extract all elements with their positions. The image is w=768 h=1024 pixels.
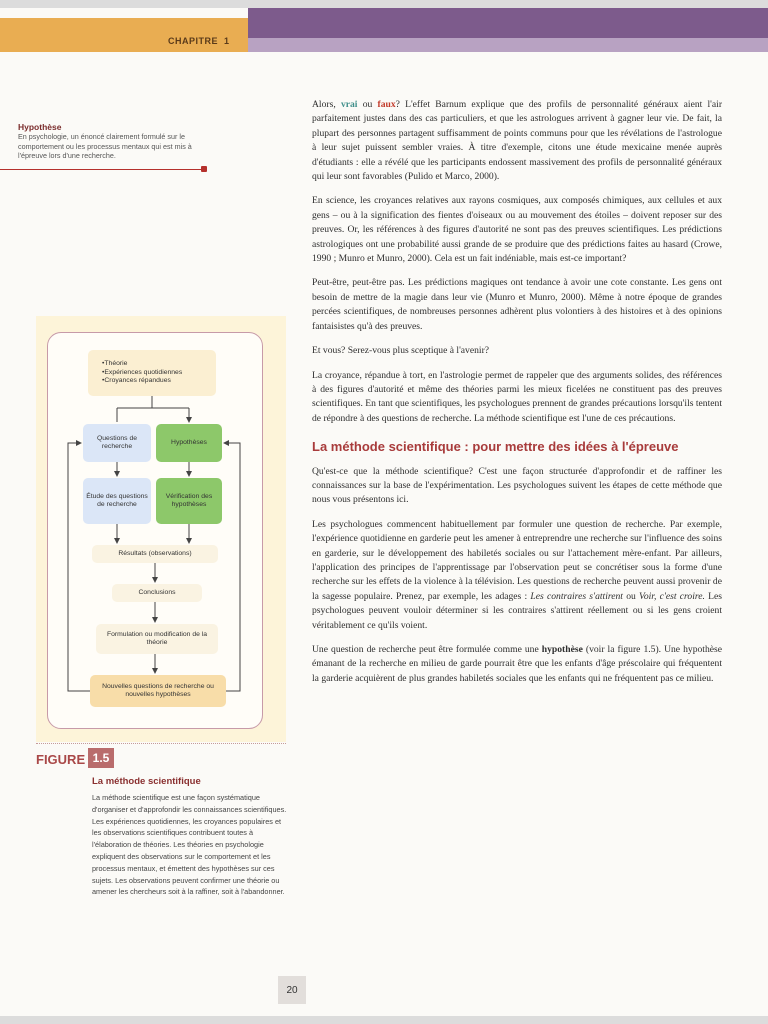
paragraph bbox=[312, 518, 722, 633]
section-title: La méthode scientifique : pour mettre des idées à l'épreuve bbox=[312, 439, 679, 455]
p7-text-end: Les psychologues peuvent vouloir déterminer si les contraires s'attirent réellement ou si les gens croient véritablement ce qu'ils voient. bbox=[312, 590, 722, 631]
p8-text-end: (voir la figure 1.5). Une hypothèse émanant de la recherche en milieu de garde pourrait être que les enfants d'âge préscolaire qui fréquentent la garderie acquièrent de plus grandes habiletés sociales que les enfants qui ne fréquentent pas ce milieu. bbox=[312, 644, 723, 684]
chapter-label-text: CHAPITRE bbox=[168, 36, 219, 46]
figure-title: La méthode scientifique bbox=[92, 776, 201, 787]
flow-node-sources bbox=[88, 350, 216, 396]
source-item: • Théorie bbox=[102, 360, 182, 369]
adage-2: Voir, c'est croire. bbox=[639, 590, 705, 602]
p1-start: Alors, bbox=[312, 99, 336, 110]
flow-node-hypotheses: Hypothèses bbox=[156, 424, 222, 462]
ou-word: ou bbox=[362, 99, 373, 110]
paragraph bbox=[312, 643, 722, 686]
paragraph: Peut-être, peut-être pas. Les prédictions magiques ont tendance à avoir une cote constante. Les gens ont besoin de mettre de la magie dans leur vie (Munro et Munro, 2000). Même à notre époque de grandes percées scientifiques, de nombreuses personnes adhèrent plus volontiers à des histoires et à des opinions fantaisistes qu'à des preuves. bbox=[312, 277, 722, 332]
figure-caption: La méthode scientifique est une façon systématique d'organiser et d'approfondir les connaissances scientifiques. Les expériences quotidiennes, les croyances populaires et les observations scientifiques contribuent toutes à l'élaboration de théories. Les théories en psychologie expliquent des observations sur le comportement et les processus mentaux, et émettent des hypothèses sur ces sujets. Les observations peuvent confirmer une théorie ou amener les chercheurs soit à la raffiner, soit à l'abandonner. bbox=[92, 793, 287, 897]
textbook-page bbox=[0, 8, 768, 1016]
paragraph: En science, les croyances relatives aux rayons cosmiques, aux composés chimiques, aux cellules et aux gens – ou à la signification des fientes d'oiseaux ou au mouvement des étoiles – doivent reposer sur des preuves. Or, les références à des figures d'autorité ne sont pas des preuves scientifiques. Les prédictions astrologiques ont une probabilité aussi grande de se produire que des prédictions faites au hasard (Crowe, 1990 ; Munro et Munro, 2000). Cela est un fait indéniable, mais est-ce important? bbox=[312, 195, 722, 265]
flow-node-study: Étude des questions de recherche bbox=[83, 478, 151, 524]
paragraph: Qu'est-ce que la méthode scientifique? C'est une façon structurée d'approfondir et de raffiner les connaissances sur la base de l'expérimentation. Les psychologues suivent les étapes de cette méthode que nous vous présentons ici. bbox=[312, 465, 722, 506]
source-item: • Croyances répandues bbox=[102, 377, 182, 386]
p7-ou: ou bbox=[626, 590, 636, 602]
figure-number: 1.5 bbox=[88, 748, 114, 768]
figure-label: FIGURE bbox=[36, 752, 86, 767]
p7-text: Les psychologues commencent habituellement par formuler une question de recherche. Par exemple, l'expérience quotidienne en garderie peut les amener à entreprendre une recherche sur l'influence des soins en garderie, sur le développement des habiletés sociales ou sur l'attachement mère-enfant. Par ailleurs, l'application des principes de l'apprentissage par l'observation peut se concrétiser sous la forme d'une recherche sur les effets de la violence à la télévision. Les questions de recherche peuvent aussi provenir de la sagesse populaire. Prenez, par exemple, les adages : bbox=[312, 518, 722, 602]
p1-rest: ? L'effet Barnum explique que des profils de personnalité généraux aient l'air parfaitement justes dans des cas particuliers, et que les astrologues arrivent à gagner leur vie. De fait, la plupart des personnes partagent suffisamment de points communs pour que les révélations de l'astrologue à leur sujet puissent sembler vraies. À titre d'exemple, citons une étude mexicaine menée auprès d'étudiants : elle a révélé que les participants endossent massivement des profils de personnalité généraux qui leur sont favorables (Pulido et Marco, 2000). bbox=[312, 99, 723, 183]
flow-node-new-questions: Nouvelles questions de recherche ou nouvelles hypothèses bbox=[90, 675, 226, 707]
figure-dotted-rule bbox=[36, 743, 286, 744]
glossary-definition: En psychologie, un énoncé clairement formulé sur le comportement ou les processus mentaux qui est mis à l'épreuve lors d'une recherche. bbox=[18, 132, 192, 160]
p8-text: Une question de recherche peut être formulée comme une bbox=[312, 644, 539, 655]
vrai-word: vrai bbox=[340, 99, 358, 110]
faux-word: faux bbox=[377, 99, 396, 110]
paragraph: La croyance, répandue à tort, en l'astrologie permet de rappeler que des arguments solides, des références à des figures d'autorité et même des théories parmi les mieux ficelées ne constituent pas des preuves scientifiques. En tant que scientifiques, les psychologues prennent de grandes précautions lorsqu'ils tentent de répondre à des questions de recherche. La méthode scientifique est l'une de ces précautions. bbox=[312, 369, 722, 424]
adage-1: Les contraires s'attirent bbox=[530, 590, 623, 602]
flow-node-theory-formulation: Formulation ou modification de la théorie bbox=[96, 624, 218, 654]
paragraph: Et vous? Serez-vous plus sceptique à l'avenir? bbox=[312, 345, 490, 357]
chapter-number: 1 bbox=[224, 36, 230, 46]
flow-node-results: Résultats (observations) bbox=[92, 545, 218, 563]
paragraph bbox=[312, 98, 722, 184]
flow-node-research-questions: Questions de recherche bbox=[83, 424, 151, 462]
source-item: • Expériences quotidiennes bbox=[102, 369, 182, 378]
hypothese-term: hypothèse bbox=[541, 644, 583, 655]
page-number: 20 bbox=[278, 976, 306, 1004]
flow-node-verification: Vérification des hypothèses bbox=[156, 478, 222, 524]
glossary-term: Hypothèse bbox=[18, 122, 62, 132]
flow-node-conclusions: Conclusions bbox=[112, 584, 202, 602]
main-text-column bbox=[312, 98, 722, 696]
